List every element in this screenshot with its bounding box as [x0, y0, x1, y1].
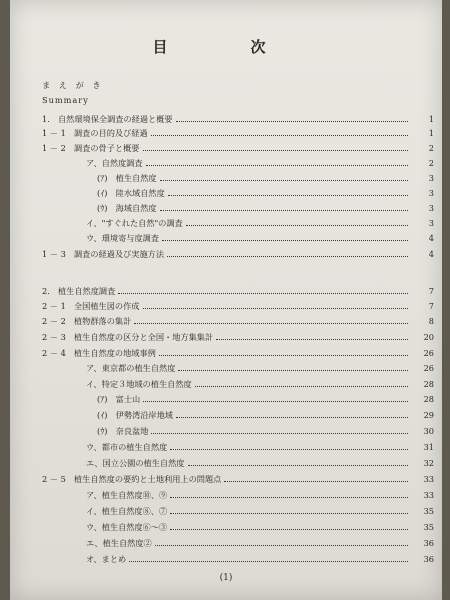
toc-entry [97, 173, 434, 184]
toc-entry-page: 3 [428, 218, 434, 228]
toc-entry-page: 7 [428, 301, 434, 311]
toc-entry-page: 30 [423, 426, 434, 436]
toc-entry [97, 203, 434, 214]
toc-entry-page: 4 [428, 233, 434, 243]
toc-entry [42, 474, 434, 485]
toc-entry-title: エ、国立公園の植生自然度 [86, 458, 185, 468]
toc-entry-page: 31 [423, 442, 434, 452]
toc-entry [42, 143, 434, 154]
toc-entry-page: 3 [428, 188, 434, 198]
dot-leader [224, 481, 408, 482]
toc-entry [42, 301, 434, 312]
toc-entry-title: (ｲ) 伊勢湾沿岸地域 [97, 410, 173, 420]
dot-leader [143, 401, 408, 402]
toc-entry [97, 426, 434, 437]
toc-entry [86, 538, 434, 549]
toc-entry-title: 2 － 3 植生自然度の区分と全国・地方集集計 [42, 332, 214, 342]
dot-leader [195, 386, 408, 387]
dot-leader [170, 497, 408, 498]
toc-entry [42, 286, 434, 297]
dot-leader [151, 135, 408, 136]
toc-entry-title: ウ、植生自然度⑥～③ [86, 522, 168, 532]
toc-entry-title: イ、特定３地域の植生自然度 [86, 379, 192, 389]
toc-entry-page: 2 [428, 158, 434, 168]
toc-entry [42, 332, 434, 343]
toc-entry-title: (ｳ) 海域自然度 [97, 203, 157, 213]
toc-entry-title: ウ、都市の植生自然度 [86, 442, 168, 452]
toc-entry-page: 35 [423, 506, 434, 516]
dot-leader [170, 513, 408, 514]
dot-leader [176, 417, 408, 418]
dot-leader [170, 529, 408, 530]
toc-entry-page: 7 [428, 286, 434, 296]
toc-entry-title: (ｳ) 奈良盆地 [97, 426, 149, 436]
dot-leader [134, 323, 408, 324]
toc-front-label: Summary [42, 95, 89, 105]
dot-leader [216, 339, 408, 340]
dot-leader [170, 449, 408, 450]
dot-leader [159, 355, 408, 356]
toc-entry-page: 36 [423, 554, 434, 564]
toc-entry [42, 316, 434, 327]
dot-leader [129, 561, 408, 562]
toc-entry [86, 490, 434, 501]
page-number: (1) [219, 573, 233, 583]
toc-entry-page: 4 [428, 249, 434, 259]
toc-entry [42, 114, 434, 125]
toc-entry [42, 128, 434, 139]
toc-entry-page: 2 [428, 143, 434, 153]
toc-entry-title: オ、まとめ [86, 554, 127, 564]
toc-entry-page: 29 [423, 410, 434, 420]
toc-entry-page: 35 [423, 522, 434, 532]
toc-entry-page: 28 [423, 394, 434, 404]
dot-leader [160, 210, 408, 211]
toc-entry-page: 26 [423, 363, 434, 373]
page-title: 目 次 [152, 38, 300, 56]
dot-leader [186, 225, 408, 226]
toc-entry-title: 1 － 2 調査の骨子と概要 [42, 143, 140, 153]
toc-entry-page: 1 [428, 128, 434, 138]
dot-leader [151, 433, 408, 434]
toc-entry-title: エ、植生自然度② [86, 538, 152, 548]
toc-entry-page: 33 [423, 490, 434, 500]
toc-entry-title: ウ、環境寄与度調査 [86, 233, 160, 243]
toc-entry-page: 26 [423, 348, 434, 358]
toc-entry [86, 379, 434, 390]
toc-entry-title: (ｱ) 植生自然度 [97, 173, 157, 183]
toc-entry-title: ア、植生自然度⑩、⑨ [86, 490, 168, 500]
toc-entry [42, 249, 434, 260]
dot-leader [143, 308, 409, 309]
toc-entry [86, 233, 434, 244]
toc-entry [86, 442, 434, 453]
toc-entry-title: (ｲ) 陸水域自然度 [97, 188, 165, 198]
toc-front-maegaki [42, 80, 104, 91]
dot-leader [160, 180, 408, 181]
dot-leader [168, 195, 408, 196]
dot-leader [188, 465, 409, 466]
toc-entry [86, 522, 434, 533]
dot-leader [178, 370, 408, 371]
toc-entry [42, 348, 434, 359]
toc-entry-page: 36 [423, 538, 434, 548]
toc-entry-page: 20 [423, 332, 434, 342]
dot-leader [162, 240, 408, 241]
toc-page [10, 0, 442, 600]
toc-entry-title: 1. 自然環境保全調査の経過と概要 [42, 114, 173, 124]
toc-entry-title: 1 － 3 調査の経過及び実施方法 [42, 249, 165, 259]
toc-entry-page: 1 [428, 114, 434, 124]
toc-entry-title: 1 － 1 調査の目的及び経過 [42, 128, 148, 138]
dot-leader [146, 165, 408, 166]
toc-front-label: ま え が き [42, 80, 104, 90]
toc-entry-title: (ｱ) 富士山 [97, 394, 141, 404]
toc-entry-title: 2 － 5 植生自然度の要約と土地利用上の問題点 [42, 474, 222, 484]
toc-front-summary [42, 95, 89, 105]
dot-leader [167, 256, 408, 257]
toc-entry [97, 394, 434, 405]
toc-entry-title: ア、東京都の植生自然度 [86, 363, 176, 373]
dot-leader [176, 121, 408, 122]
toc-entry [86, 363, 434, 374]
toc-entry [86, 554, 434, 565]
dot-leader [143, 150, 409, 151]
toc-entry-title: 2. 植生自然度調査 [42, 286, 116, 296]
toc-entry [86, 506, 434, 517]
toc-entry-page: 32 [423, 458, 434, 468]
toc-entry-page: 33 [423, 474, 434, 484]
toc-entry [97, 188, 434, 199]
toc-entry [86, 458, 434, 469]
toc-entry-page: 3 [428, 203, 434, 213]
toc-entry [86, 218, 434, 229]
toc-entry-title: イ、"すぐれた自然"の調査 [86, 218, 183, 228]
toc-entry-title: 2 － 4 植生自然度の地域事例 [42, 348, 156, 358]
toc-entry [86, 158, 434, 169]
toc-entry-page: 28 [423, 379, 434, 389]
toc-entry-title: 2 － 1 全国植生図の作成 [42, 301, 140, 311]
toc-entry-page: 8 [428, 316, 434, 326]
toc-entry [97, 410, 434, 421]
toc-entry-page: 3 [428, 173, 434, 183]
toc-entry-title: イ、植生自然度⑧、⑦ [86, 506, 168, 516]
dot-leader [155, 545, 408, 546]
toc-entry-title: 2 － 2 植物群落の集計 [42, 316, 132, 326]
toc-entry-title: ア、自然度調査 [86, 158, 143, 168]
dot-leader [118, 293, 408, 294]
